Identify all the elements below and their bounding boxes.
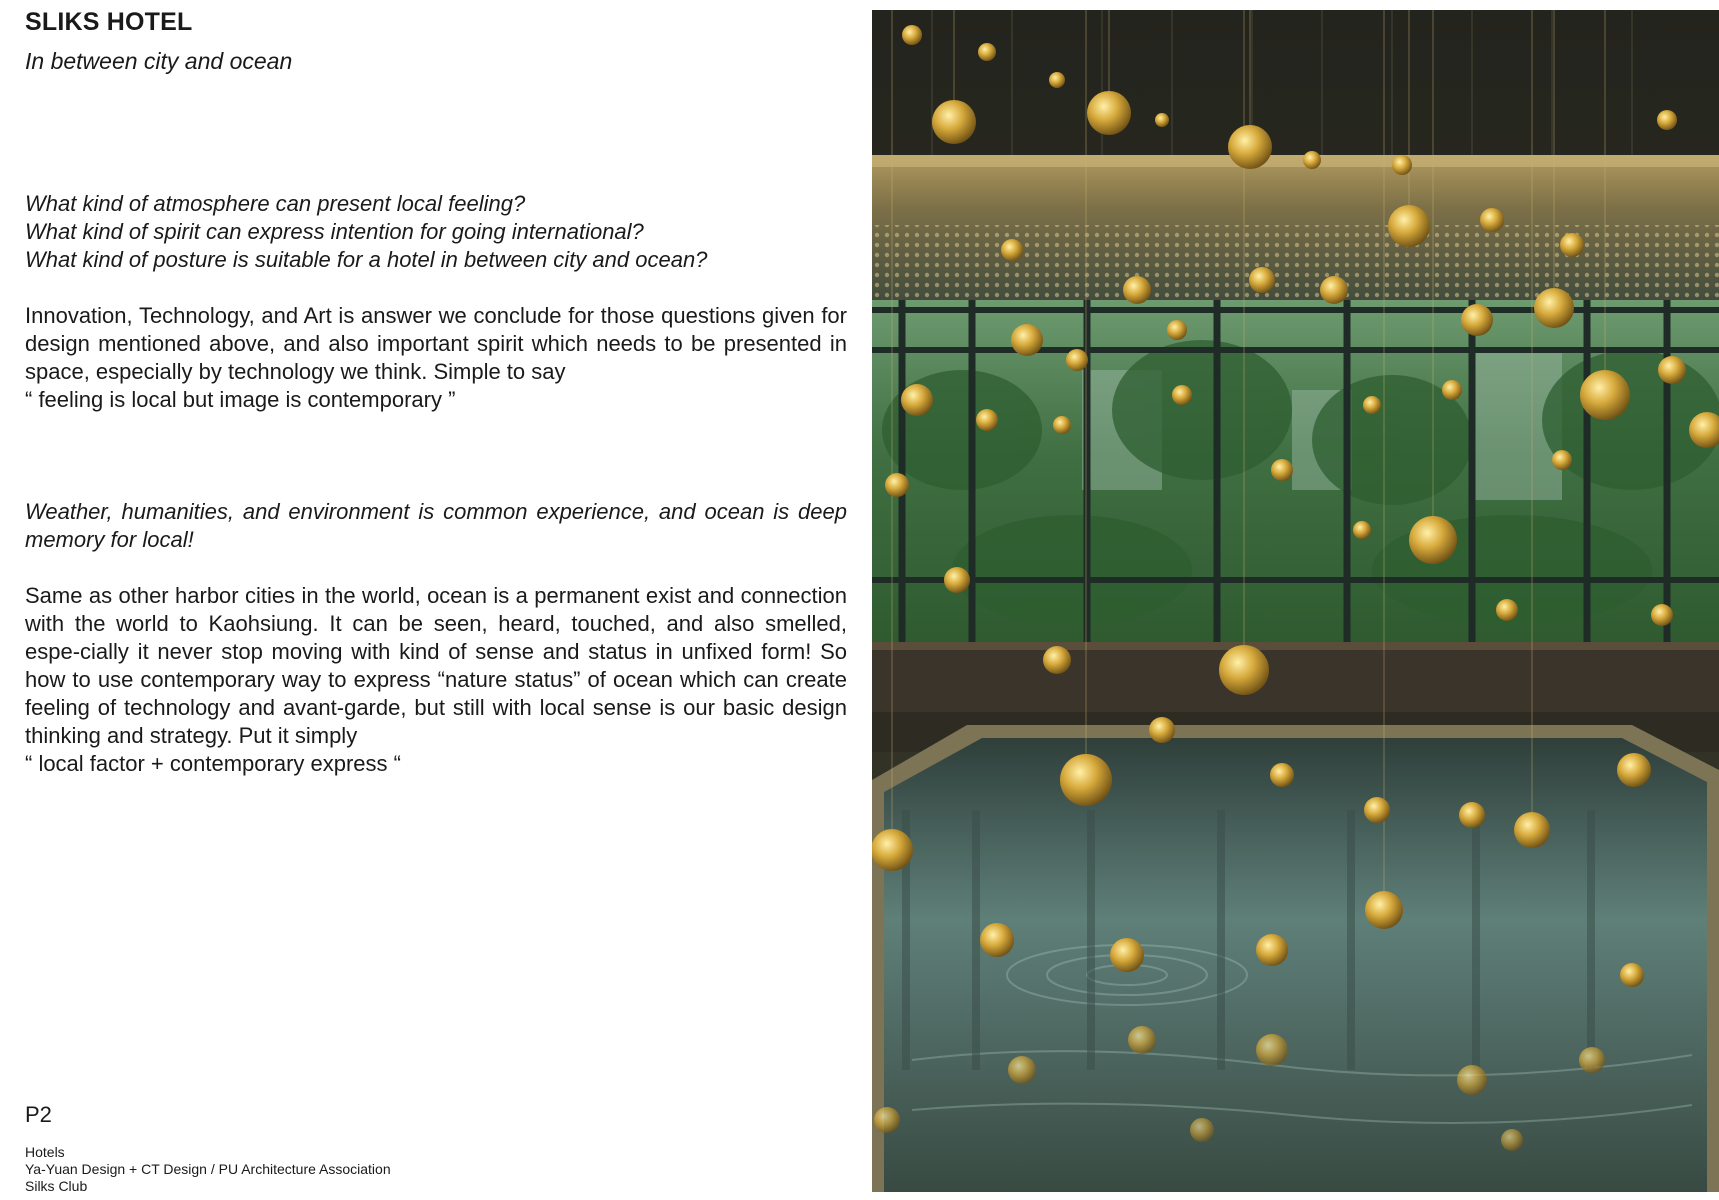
questions-block <box>25 190 847 274</box>
answer-paragraph: Innovation, Technology, and Art is answer we conclude for those questions given for design mentioned above, and also important spirit which needs to be presented in space, especially by technology we think. Simple to say <box>25 303 847 384</box>
answer-quote: “ feeling is local but image is contemporary ” <box>25 387 456 412</box>
answer-block <box>25 302 847 414</box>
credit-project: Silks Club <box>25 1178 88 1194</box>
question-line: What kind of posture is suitable for a hotel in between city and ocean? <box>25 247 708 272</box>
harbor-block <box>25 582 847 778</box>
question-line: What kind of spirit can express intention for going international? <box>25 219 644 244</box>
harbor-paragraph: Same as other harbor cities in the world, ocean is a permanent exist and connection with the world to Kaohsiung. It can be seen, heard, touched, and also smelled, espe-cially it never stop moving with kind of sense and status in unfixed form! So how to use contemporary way to express “nature status” of ocean which can create feeling of technology and avant-garde, but still with local sense is our basic design thinking and strategy. Put it simply <box>25 583 847 748</box>
question-line: What kind of atmosphere can present local feeling? <box>25 191 526 216</box>
harbor-quote: “ local factor + contemporary express “ <box>25 751 401 776</box>
weather-block <box>25 498 847 554</box>
weather-statement: Weather, humanities, and environment is common experience, and ocean is deep memory for local! <box>25 499 847 552</box>
photo-illustration <box>872 10 1719 1192</box>
credit-designers: Ya-Yuan Design + CT Design / PU Architecture Association <box>25 1161 391 1177</box>
credit-category: Hotels <box>25 1144 65 1160</box>
hotel-pool-photo <box>872 10 1719 1192</box>
page-subtitle: In between city and ocean <box>25 48 293 74</box>
credits-block <box>25 1144 391 1195</box>
page-title: SLIKS HOTEL <box>25 8 193 36</box>
page-number: P2 <box>25 1102 52 1127</box>
